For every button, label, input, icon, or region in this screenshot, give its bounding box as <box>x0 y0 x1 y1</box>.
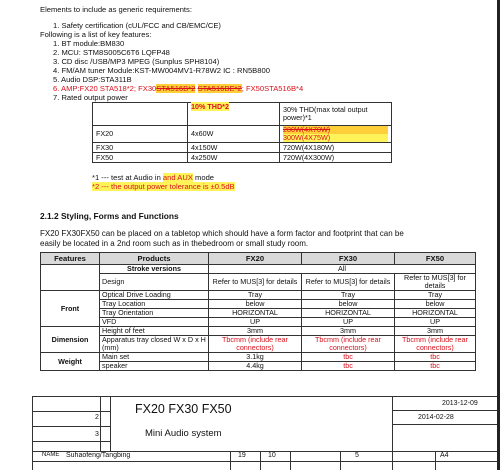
power-table <box>92 102 392 163</box>
feature-item: 2. MCU: STM8S005C6T6 LQFP48 <box>53 48 170 57</box>
title-block-subtitle: Mini Audio system <box>145 428 222 439</box>
power-thd30: 720W(4X300W) <box>280 153 392 163</box>
feature-table-header <box>41 253 476 265</box>
row-label: VFD <box>100 318 209 327</box>
power-table-head <box>93 103 392 126</box>
cell: 3mm <box>395 327 476 336</box>
feature-item: 4. FM/AM tuner Module:KST-MW004MV1-R78W2 IC : RN5B800 <box>53 66 270 75</box>
table-row <box>41 336 476 353</box>
col-fx30: FX30 <box>302 253 395 265</box>
col-fx20: FX20 <box>209 253 302 265</box>
section-title: 2.1.2 Styling, Forms and Functions <box>40 211 179 221</box>
feature-item: 1. BT module:BM830 <box>53 39 125 48</box>
col-products: Products <box>100 253 209 265</box>
design-value: Refer to MUS[3] for details <box>395 274 476 291</box>
power-thd10: 4x150W <box>188 143 280 153</box>
amp-suffix: ; FX50STA516B*4 <box>241 84 304 93</box>
cell: below <box>209 300 302 309</box>
power-thd30: 720W(4X180W) <box>280 143 392 153</box>
row-label: speaker <box>100 362 209 371</box>
cell: Tray <box>209 291 302 300</box>
power-thd30-a: 280W(4X70W) <box>283 126 388 134</box>
section-text-2: easily be located in a 2nd room such as in thebedroom or small study room. <box>40 239 309 248</box>
design-value: Refer to MUS[3] for details <box>209 274 302 291</box>
cell: Tray <box>302 291 395 300</box>
note-2: *2 --- the output power tolerance is ±0.5dB <box>92 182 235 191</box>
col-features: Features <box>41 253 100 265</box>
power-model: FX50 <box>93 153 188 163</box>
cell: HORIZONTAL <box>209 309 302 318</box>
cell: UP <box>209 318 302 327</box>
feature-table <box>40 252 476 371</box>
note-1-highlight: and AUX <box>162 173 193 182</box>
dimension-label: Dimension <box>41 327 100 353</box>
cell: UP <box>302 318 395 327</box>
table-row <box>41 274 476 291</box>
cell: below <box>302 300 395 309</box>
cell: 3.1kg <box>209 353 302 362</box>
feature-item: 3. CD disc /USB/MP3 MPEG (Sunplus SPH8104) <box>53 57 220 66</box>
cell: Tbcmm (include rear connectors) <box>209 336 302 353</box>
power-row <box>93 153 392 163</box>
cell: HORIZONTAL <box>395 309 476 318</box>
rated-power: 7. Rated output power <box>53 93 128 102</box>
title-block-n10: 10 <box>268 452 276 459</box>
cell: tbc <box>395 353 476 362</box>
note-1-suffix: mode <box>192 173 215 182</box>
row-label: Main set <box>100 353 209 362</box>
power-thd30-b: 300W(4X75W) <box>283 134 388 142</box>
design-value: Refer to MUS[3] for details <box>302 274 395 291</box>
amp-struck-1: STA516B*2 <box>156 84 196 93</box>
row-label: Apparatus tray closed W x D x H (mm) <box>100 336 209 353</box>
cell: tbc <box>302 353 395 362</box>
amp-prefix: 6. AMP:FX20 STA518*2; FX30 <box>53 84 157 93</box>
cell: Tray <box>395 291 476 300</box>
row-label: Tray Orientation <box>100 309 209 318</box>
title-block-sheet: A4 <box>440 452 449 459</box>
cell: 3mm <box>302 327 395 336</box>
power-head-10: 10% THD*2 <box>191 102 229 111</box>
stroke-label: Stroke versions <box>100 265 209 274</box>
front-label: Front <box>41 291 100 327</box>
col-fx50: FX50 <box>395 253 476 265</box>
title-block-n19: 19 <box>238 452 246 459</box>
power-thd10: 4x60W <box>188 126 280 143</box>
feature-item: 5. Audio DSP:STA311B <box>53 75 132 84</box>
power-head-30: 30% THD(max total output power)*1 <box>280 103 392 126</box>
power-thd30 <box>280 126 392 143</box>
cell: Tbcmm (include rear connectors) <box>395 336 476 353</box>
row-label: Tray Location <box>100 300 209 309</box>
note-1 <box>92 173 214 182</box>
amp-line <box>53 84 303 93</box>
name-label: NAME <box>42 452 60 458</box>
cell: tbc <box>302 362 395 371</box>
power-model: FX30 <box>93 143 188 153</box>
cell: Tbcmm (include rear connectors) <box>302 336 395 353</box>
power-row <box>93 143 392 153</box>
cell: 4.4kg <box>209 362 302 371</box>
row-label: Height of feet <box>100 327 209 336</box>
cell: tbc <box>395 362 476 371</box>
amp-struck-2: STA516BE*2 <box>197 84 242 93</box>
title-block-title: FX20 FX30 FX50 <box>135 402 232 416</box>
features-intro: Following is a list of key features: <box>40 30 152 39</box>
design-label: Design <box>100 274 209 291</box>
cell: HORIZONTAL <box>302 309 395 318</box>
title-block-date2: 2014-02-28 <box>418 414 454 421</box>
title-block-n5: 5 <box>355 452 359 459</box>
power-model: FX20 <box>93 126 188 143</box>
note-1-prefix: *1 --- test at Audio in <box>92 173 163 182</box>
requirement-item: 1. Safety certification (cUL/FCC and CB/EMC/CE) <box>53 21 221 30</box>
section-text-1: FX20 FX30FX50 can be placed on a tabletop which should have a form factor and footprint that can be <box>40 229 404 238</box>
cell: UP <box>395 318 476 327</box>
row-label: Optical Drive Loading <box>100 291 209 300</box>
cell: below <box>395 300 476 309</box>
weight-label: Weight <box>41 353 100 371</box>
stroke-all: All <box>209 265 476 274</box>
title-block-row3: 3 <box>95 431 99 438</box>
title-block-date1: 2013-12-09 <box>442 400 478 407</box>
table-row <box>41 362 476 371</box>
power-thd10: 4x250W <box>188 153 280 163</box>
title-block-row2: 2 <box>95 414 99 421</box>
power-row <box>93 126 392 143</box>
intro-text: Elements to include as generic requirements: <box>40 5 192 14</box>
name-value: Suhaofeng/Tangbing <box>66 452 131 459</box>
cell: 3mm <box>209 327 302 336</box>
